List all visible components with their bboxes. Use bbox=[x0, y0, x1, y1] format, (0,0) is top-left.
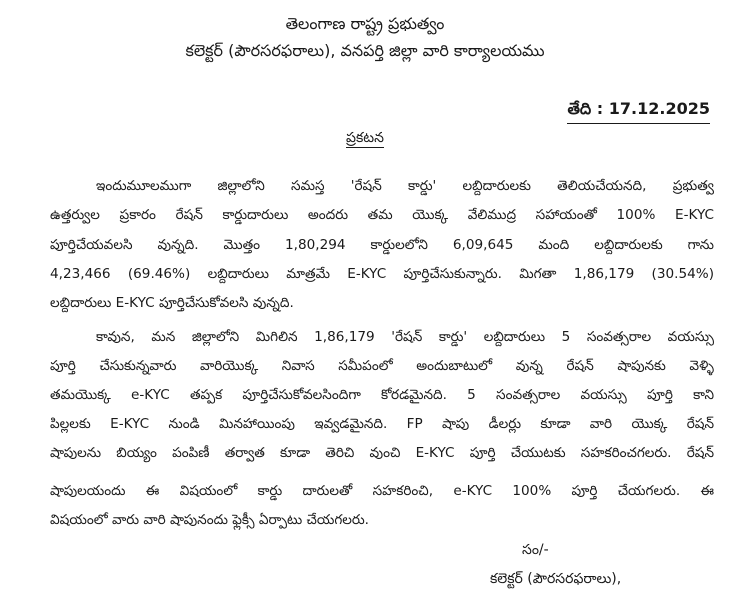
notice-title-text: ప్రకటన bbox=[346, 130, 384, 146]
paragraph2-line: పిల్లలకు E-KYC నుండి మినహాయింపు ఇవ్వడమైనది. FP షాపు డీలర్లు కూడా వారి యొక్క రేషన్ bbox=[50, 416, 714, 432]
paragraph1-line: లబ్దిదారులు E-KYC పూర్తిచేసుకోవలసి వున్నది. bbox=[50, 295, 294, 311]
paragraph2-line: తమయొక్క e-KYC తప్పక పూర్తిచేసుకోవలసిందిగా కోరడమైనది. 5 సంవత్సరాల వయస్సు పూర్తి కాని bbox=[50, 387, 714, 403]
paragraph2-line: షాపులను బియ్యం పంపిణీ తర్వాత కూడా తెరిచి వుంచి E-KYC పూర్తి చేయుటకు సహకరించగలరు. రేషన్ bbox=[50, 445, 714, 461]
signature-sd: సం/- bbox=[522, 542, 549, 558]
paragraph1-line: ఉత్తర్వుల ప్రకారం రేషన్ కార్డుదారులు అందరు తమ యొక్క వేలిముద్ర సహాయంతో 100% E-KYC bbox=[50, 207, 714, 223]
paragraph1-line: 4,23,466 (69.46%) లబ్దిదారులు మాత్రమే E-KYC పూర్తిచేసుకున్నారు. మిగతా 1,86,179 (30.54%) bbox=[50, 266, 714, 282]
government-heading: తెలంగాణ రాష్ట్ర ప్రభుత్వం bbox=[285, 14, 445, 33]
date-label: తేది : 17.12.2025 bbox=[567, 99, 710, 124]
paragraph2-line: కావున, మన జిల్లాలోని మిగిలిన 1,86,179 'రేషన్ కార్డు' లబ్దిదారులు 5 సంవత్సరాల వయస్సు bbox=[96, 329, 714, 345]
paragraph2-line: విషయంలో వారు వారి షాపునందు ఫ్లెక్సీ ఏర్పాటు చేయగలరు. bbox=[50, 512, 369, 528]
paragraph2-line: పూర్తి చేసుకున్నవారు వారియొక్క నివాస సమీపంలో అందుబాటులో వున్న రేషన్ షాపునకు వెళ్ళి bbox=[50, 358, 714, 374]
paragraph1-line: పూర్తిచేయవలసి వున్నది. మొత్తం 1,80,294 కార్డులలోని 6,09,645 మంది లబ్దిదారులకు గాను bbox=[50, 237, 714, 253]
signature-designation: కలెక్టర్ (పౌరసరఫరాలు), bbox=[490, 571, 622, 587]
paragraph2-line: షాపులయందు ఈ విషయంలో కార్డు దారులతో సహకరించి, e-KYC 100% పూర్తి చేయగలరు. ఈ bbox=[50, 483, 714, 499]
paragraph1-line: ఇందుమూలముగా జిల్లాలోని సమస్త 'రేషన్ కార్డు' లబ్దిదారులకు తెలియచేయనది, ప్రభుత్వ bbox=[96, 178, 714, 194]
office-heading: కలెక్టర్ (పౌరసరఫరాలు), వనపర్తి జిల్లా వారి కార్యాలయము bbox=[185, 41, 545, 60]
notice-title bbox=[0, 130, 730, 149]
